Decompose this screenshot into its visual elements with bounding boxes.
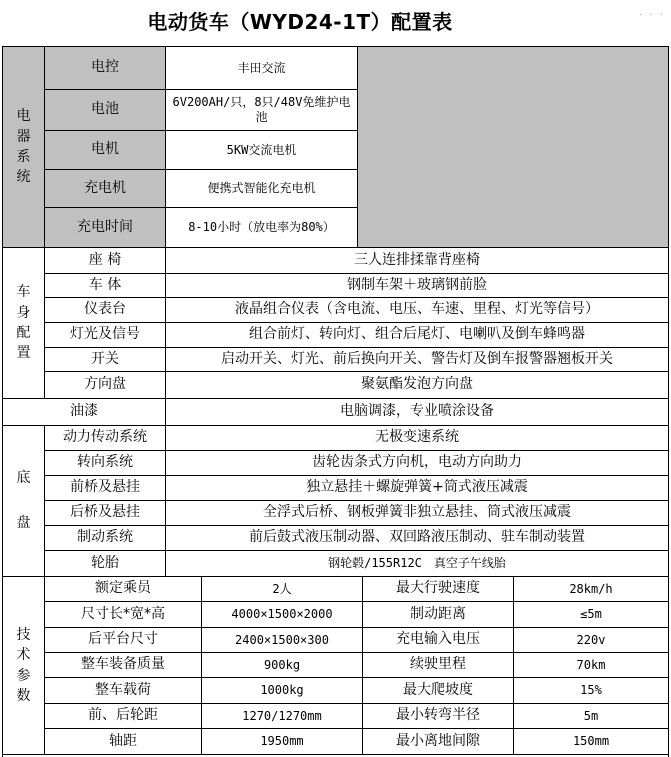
grid-line xyxy=(668,46,669,757)
body-label: 座 椅 xyxy=(88,251,122,268)
body-value: 钢制车架＋玻璃钢前脸 xyxy=(347,276,487,293)
chassis-value: 全浮式后桥、钢板弹簧非独立悬挂、筒式液压减震 xyxy=(263,504,571,521)
tech-value: 70km xyxy=(576,657,606,672)
tech-label: 整车装备质量 xyxy=(81,656,165,673)
electrical-label: 电机 xyxy=(91,141,119,158)
body-label: 开关 xyxy=(91,350,119,367)
body-label: 仪表台 xyxy=(84,301,126,318)
tech-value: 5m xyxy=(583,708,599,723)
section-char: 技 xyxy=(16,626,31,643)
section-tech xyxy=(3,577,44,754)
tech-value: 1950mm xyxy=(260,734,304,748)
section-char: 置 xyxy=(16,345,31,362)
paint-value: 电脑调漆，专业喷涂设备 xyxy=(340,403,494,420)
electrical-label: 充电机 xyxy=(84,179,126,196)
section-chassis xyxy=(3,426,44,576)
tech-label: 最小转弯半径 xyxy=(396,707,480,724)
section-electrical xyxy=(3,47,44,247)
tech-label: 后平台尺寸 xyxy=(88,631,158,648)
tech-label: 前、后轮距 xyxy=(88,707,158,724)
tech-value: 1000kg xyxy=(260,683,304,697)
electrical-value: 8-10小时（放电率为80%） xyxy=(166,208,357,247)
tech-value: 28km/h xyxy=(569,581,613,596)
body-value: 启动开关、灯光、前后换向开关、警告灯及倒车报警器翘板开关 xyxy=(221,350,613,367)
tech-label: 制动距离 xyxy=(410,605,466,622)
paint-label: 油漆 xyxy=(70,403,98,420)
tech-label: 整车载荷 xyxy=(95,681,151,698)
body-label: 灯光及信号 xyxy=(70,326,140,343)
electrical-value: 5KW交流电机 xyxy=(166,131,357,169)
tech-label: 尺寸长*宽*高 xyxy=(81,605,165,622)
tech-value: ≤5m xyxy=(580,607,602,621)
tech-value: 220v xyxy=(576,632,606,647)
chassis-label: 后桥及悬挂 xyxy=(70,504,140,521)
tech-label: 轴距 xyxy=(109,732,137,749)
chassis-label: 制动系统 xyxy=(77,529,133,546)
tech-label: 续驶里程 xyxy=(410,656,466,673)
dotted-marker: · · · xyxy=(639,10,665,21)
body-value: 组合前灯、转向灯、组合后尾灯、电喇叭及倒车蜂鸣器 xyxy=(249,326,585,343)
chassis-value: 前后鼓式液压制动器、双回路液压制动、驻车制动装置 xyxy=(249,529,585,546)
electrical-label: 电池 xyxy=(91,101,119,118)
chassis-label: 前桥及悬挂 xyxy=(70,479,140,496)
tech-label: 最大行驶速度 xyxy=(396,580,480,597)
section-char: 器 xyxy=(16,128,31,145)
grid-line xyxy=(357,46,358,248)
grid-line xyxy=(2,754,669,755)
chassis-label: 轮胎 xyxy=(91,554,119,571)
electrical-value: 6V200AH/只，8只/48V免维护电池 xyxy=(166,90,357,130)
section-char: 盘 xyxy=(16,515,31,531)
section-body xyxy=(3,248,44,398)
section-char: 电 xyxy=(16,108,31,125)
body-label: 车 体 xyxy=(88,276,122,293)
section-char: 系 xyxy=(16,149,31,165)
section-char: 统 xyxy=(16,169,31,186)
section-char: 底 xyxy=(16,470,31,487)
section-char: 车 xyxy=(16,284,31,301)
section-char: 术 xyxy=(16,647,31,664)
body-label: 方向盘 xyxy=(84,376,126,393)
page-title: 电动货车（WYD24-1T）配置表 xyxy=(147,10,453,34)
chassis-value: 齿轮齿条式方向机，电动方向助力 xyxy=(312,454,522,471)
section-char: 参 xyxy=(16,667,31,684)
section-char: 配 xyxy=(16,325,31,341)
tech-value: 900kg xyxy=(263,657,301,672)
tech-value: 2400×1500×300 xyxy=(235,632,329,647)
electrical-value: 便携式智能化充电机 xyxy=(166,170,357,207)
tech-label: 最小离地间隙 xyxy=(396,732,480,749)
tech-value: 4000×1500×2000 xyxy=(231,607,333,621)
tech-value: 15% xyxy=(580,683,602,697)
section-char: 身 xyxy=(16,304,31,321)
chassis-value: 无极变速系统 xyxy=(375,429,459,446)
chassis-value: 钢轮毂/155R12C 真空子午线胎 xyxy=(328,556,506,570)
electrical-bg-right xyxy=(357,46,668,247)
section-char: 数 xyxy=(16,687,31,704)
body-value: 三人连排揉靠背座椅 xyxy=(354,251,480,268)
chassis-label: 动力传动系统 xyxy=(63,429,147,446)
electrical-label: 充电时间 xyxy=(77,218,133,235)
electrical-value: 丰田交流 xyxy=(166,47,357,89)
chassis-value: 独立悬挂＋螺旋弹簧+筒式液压减震 xyxy=(306,479,528,496)
electrical-label: 电控 xyxy=(91,59,119,76)
chassis-label: 转向系统 xyxy=(77,454,133,471)
tech-value: 2人 xyxy=(272,581,292,596)
body-value: 液晶组合仪表（含电流、电压、车速、里程、灯光等信号） xyxy=(235,301,599,318)
tech-label: 充电输入电压 xyxy=(396,631,480,648)
tech-label: 额定乘员 xyxy=(95,580,151,597)
body-value: 聚氨酯发泡方向盘 xyxy=(361,376,473,393)
tech-label: 最大爬坡度 xyxy=(403,681,473,698)
tech-value: 1270/1270mm xyxy=(242,708,322,723)
tech-value: 150mm xyxy=(572,734,610,748)
